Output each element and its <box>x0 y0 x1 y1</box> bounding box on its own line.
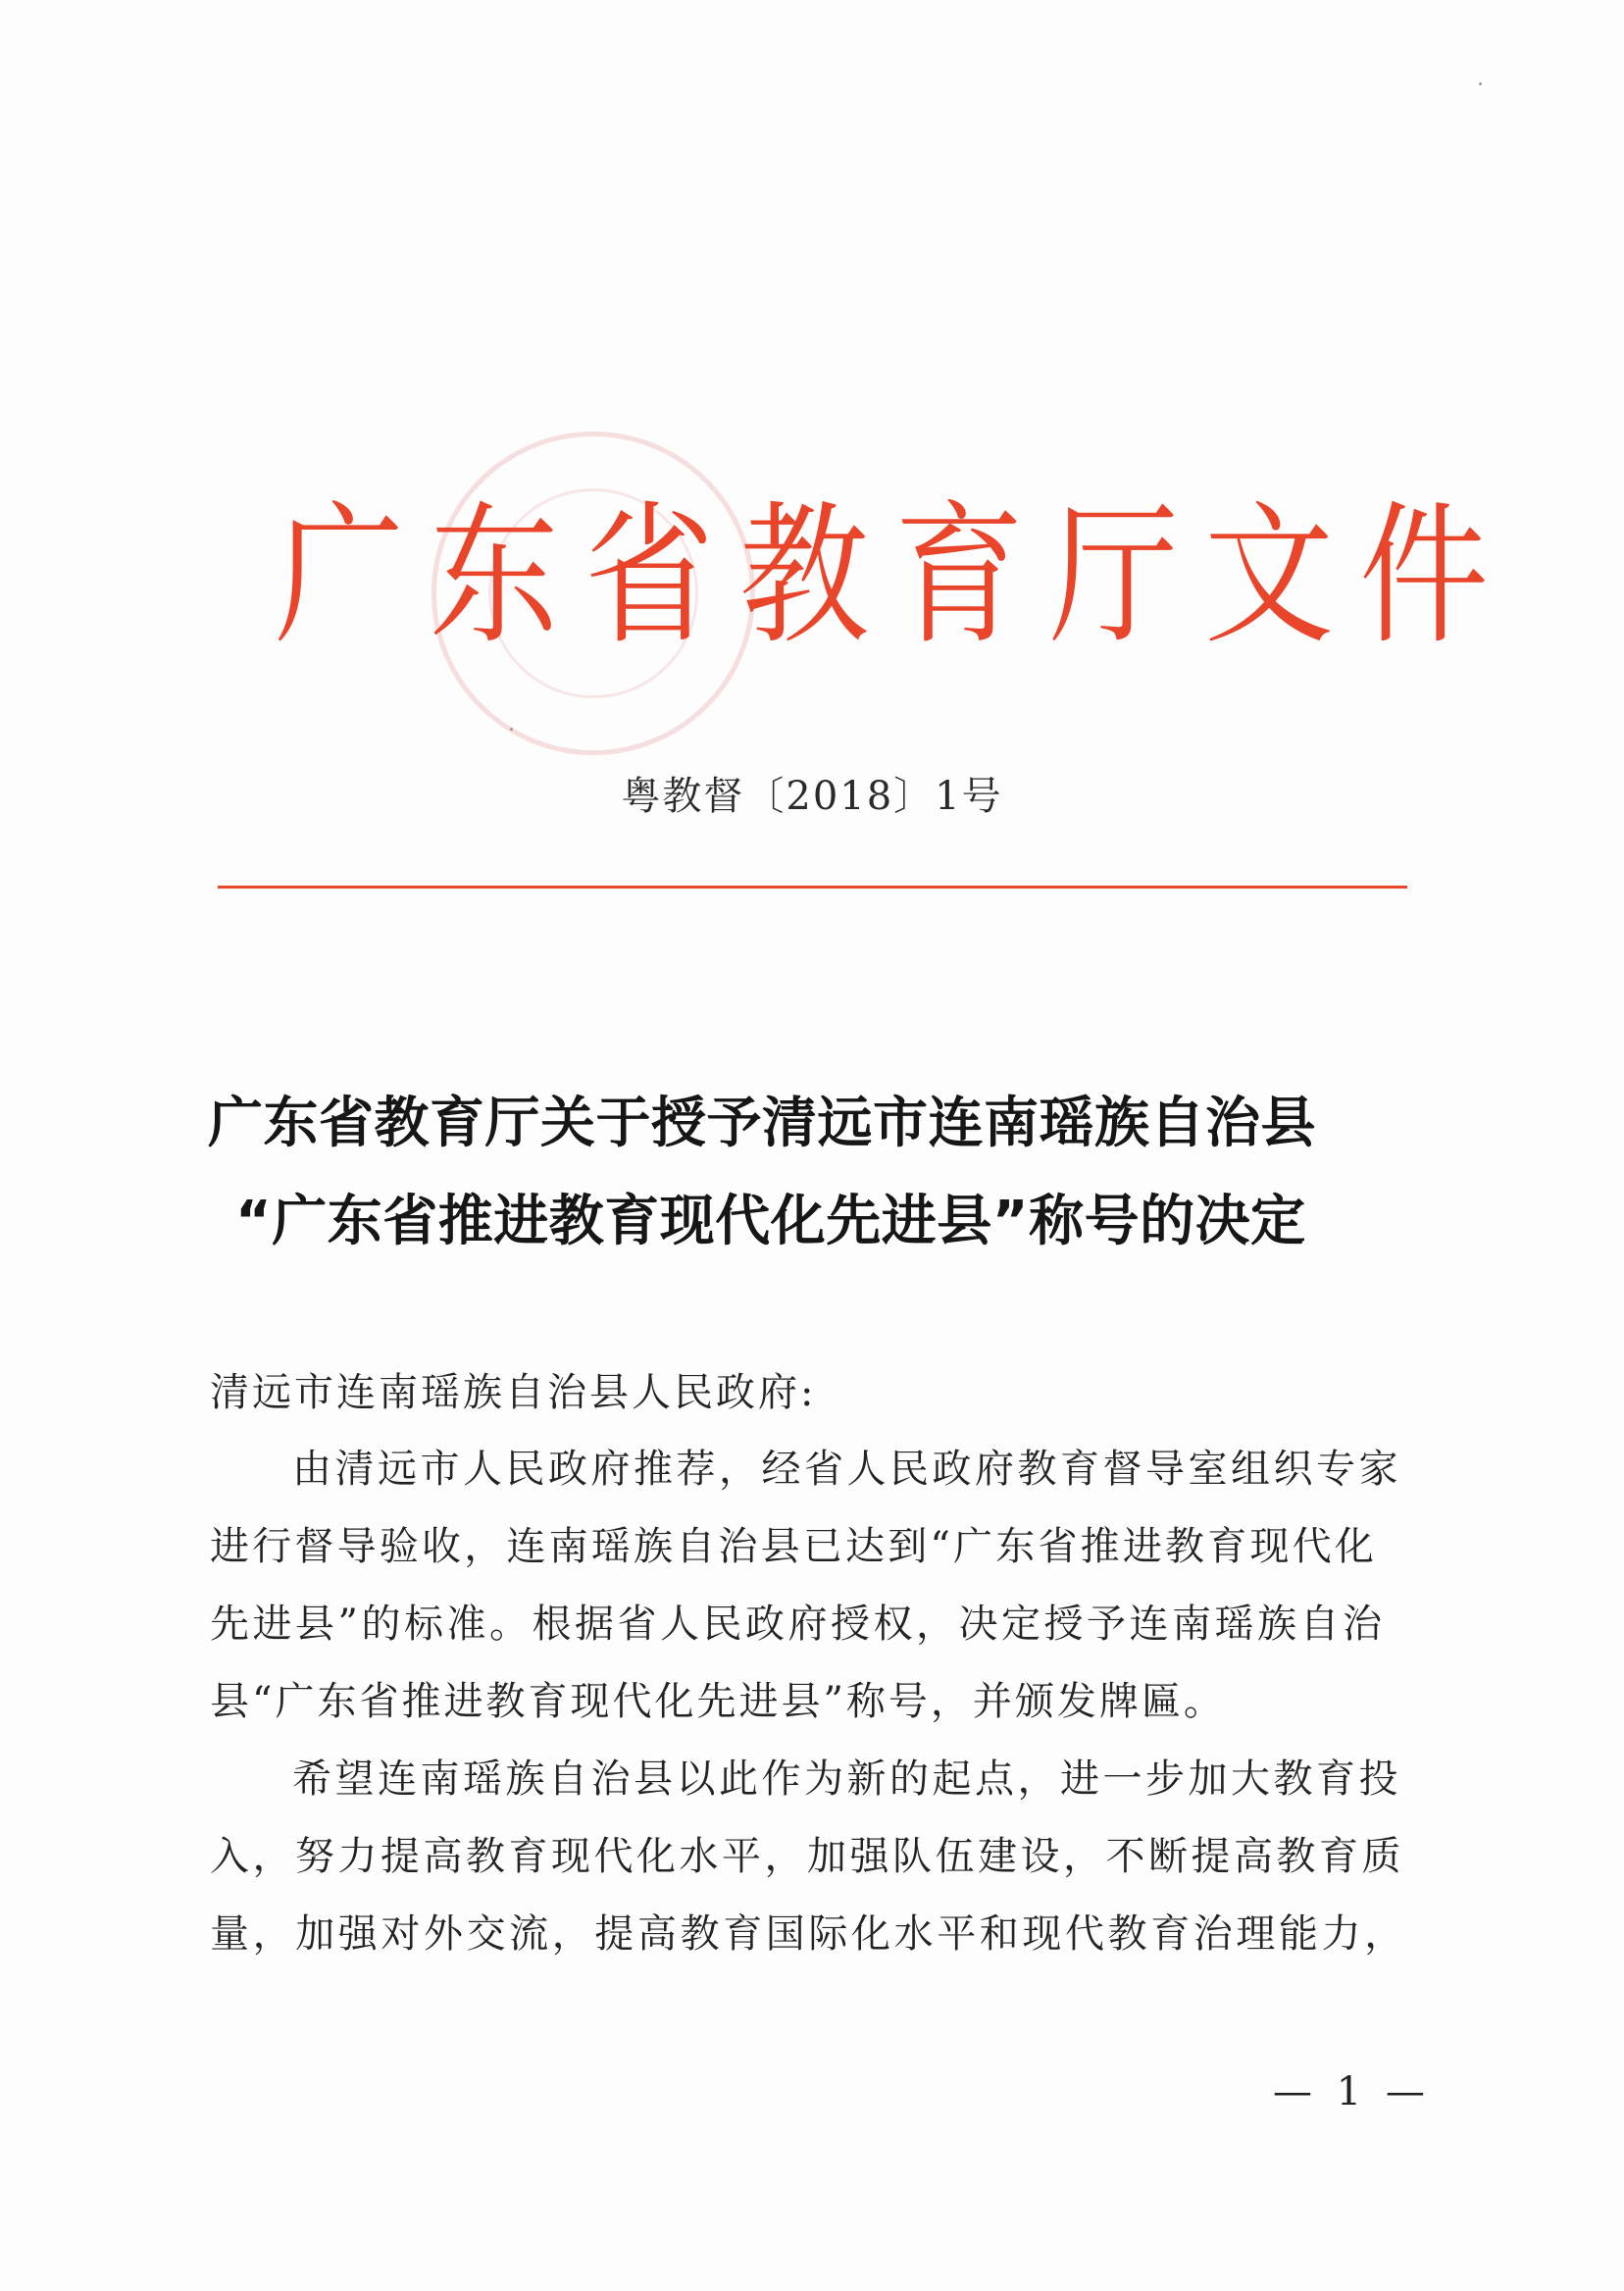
document-number: 粤教督〔2018〕1号 <box>621 774 1003 819</box>
document-title-line-1: 广东省教育厅关于授予清远市连南瑶族自治县 <box>208 1092 1316 1155</box>
paragraph-1-line: 进行督导验收，连南瑶族自治县已达到“广东省推进教育现代化 <box>210 1524 1378 1569</box>
paragraph-2-line: 量，加强对外交流，提高教育国际化水平和现代教育治理能力， <box>210 1911 1407 1957</box>
paragraph-1-line: 先进县”的标准。根据省人民政府授权，决定授予连南瑶族自治 <box>210 1602 1386 1647</box>
page-number: — 1 — <box>1273 2069 1431 2114</box>
paragraph-1-line: 由清远市人民政府推荐，经省人民政府教育督导室组织专家 <box>292 1447 1401 1492</box>
scan-speck <box>1479 82 1482 85</box>
header-red-divider <box>218 886 1407 889</box>
paragraph-1-line: 县“广东省推进教育现代化先进县”称号，并颁发牌匾。 <box>210 1679 1226 1724</box>
paragraph-2-line: 入，努力提高教育现代化水平，加强队伍建设，不断提高教育质 <box>210 1834 1404 1879</box>
issuer-header-title: 广东省教育厅文件 <box>275 487 1514 666</box>
scan-speck <box>510 728 513 731</box>
document-title-line-2: “广东省推进教育现代化先进县”称号的决定 <box>235 1190 1306 1253</box>
paragraph-2-line: 希望连南瑶族自治县以此作为新的起点，进一步加大教育投 <box>292 1756 1401 1802</box>
addressee: 清远市连南瑶族自治县人民政府: <box>210 1370 817 1415</box>
